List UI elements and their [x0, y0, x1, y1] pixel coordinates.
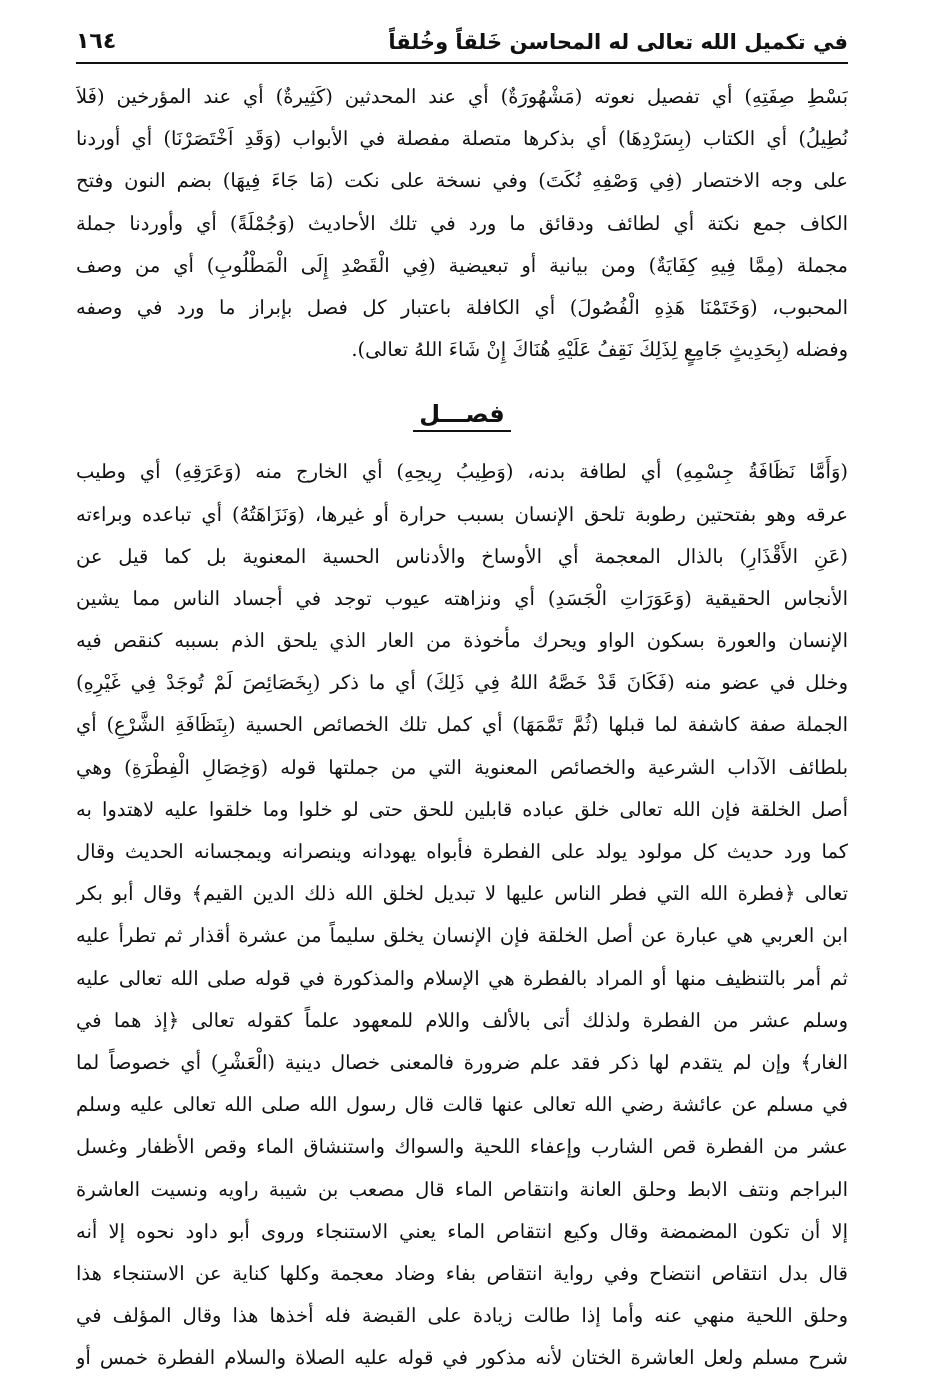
- text-line: مجملة (مِمَّا فِيهِ كِفَايَةٌ) ومن بيانية أو تبعيضية (فِي الْقَصْدِ إِلَى الْمَطْلُوبِ) أي من وصف: [76, 253, 848, 277]
- text-line: (عَنِ الأَقْذَارِ) بالذال المعجمة أي الأوساخ والأدناس الحسية المعنوية بل كما قيل عن: [76, 544, 848, 568]
- paragraph-one: [76, 76, 848, 371]
- text-line: شرح مسلم ولعل العاشرة الختان لأنه مذكور في قوله عليه الصلاة والسلام الفطرة خمس أو: [76, 1346, 848, 1370]
- text-line: كما ورد حديث كل مولود يولد على الفطرة فأبواه يهودانه وينصرانه ويمجسانه الحديث وقال: [76, 840, 848, 863]
- text-line: المحبوب، (وَخَتَمْنَا هَذِهِ الْفُصُولَ) أي الكافلة باعتبار كل فصل بإبراز ما ورد في وصفه: [76, 295, 848, 319]
- page-header: [76, 22, 848, 64]
- section-heading: [76, 381, 848, 451]
- text-line: وسلم عشر من الفطرة ولذلك أتى بالألف واللام للمعهود علماً كقوله تعالى ﴿إذ هما في: [76, 1008, 848, 1032]
- text-line: الأنجاس الحقيقية (وَعَوَرَاتِ الْجَسَدِ) أي ونزاهته عيوب توجد في أجساد الناس مما يشين: [76, 586, 848, 610]
- text-line: (وَأَمَّا نَظَافَةُ جِسْمِهِ) أي لطافة بدنه، (وَطِيبُ رِيحِهِ) أي الخارج منه (وَعَرَقِهِ) أي وطيب: [76, 460, 848, 484]
- paragraph-two: [76, 451, 848, 1379]
- text-line: بَسْطِ صِفَتِهِ) أي تفصيل نعوته (مَشْهُورَةٌ) أي عند المحدثين (كَثِيرةٌ) أي عند المؤرخين (فَلاَ: [76, 85, 848, 108]
- text-line: عرقه وهو بفتحتين رطوبة تلحق الإنسان بسبب حرارة أو غيرها، (وَنَزَاهَتُهُ) أي تباعده وبراءته: [76, 502, 848, 526]
- text-line: وحلق اللحية منهي عنه وأما إذا طالت زيادة على القبضة فله أخذها هذا وقال المؤلف في: [76, 1304, 848, 1328]
- text-line: بلطائف الآداب الشرعية والخصائص المعنوية التي من جملتها قوله (وَخِصَالِ الْفِطْرَةِ) وهي: [76, 755, 848, 779]
- text-line: وفضله (بِحَدِيثٍ جَامِعٍ لِذَلِكَ نَقِفُ عَلَيْهِ هُنَاكَ إِنْ شَاءَ اللهُ تعالى).: [351, 338, 848, 362]
- text-line: وخلل في عضو منه (فَكَانَ قَدْ خَصَّهُ اللهُ فِي ذَلِكَ) أي ما ذكر (بِخَصَائِصَ لَمْ تُوجَدْ فِي غَيْرِهِ): [76, 671, 848, 695]
- text-line: على وجه الاختصار (فِي وَصْفِهِ نُكَتَ) وفي نسخة على نكت (مَا جَاءَ فِيهَا) بضم النون وفتح: [76, 169, 848, 193]
- text-line: الجملة صفة كاشفة لما قبلها (ثُمَّ تَمَّمَهَا) أي كمل تلك الخصائص الحسية (بِنَظَافَةِ الشَّرْعِ) أي: [76, 713, 848, 737]
- text-line: ابن العربي هي عبارة عن أصل الخلقة فإن الإنسان يخلق سليماً من عشرة أقذار ثم تطرأ عليه: [76, 924, 848, 948]
- page-number: ١٦٤: [76, 29, 117, 54]
- running-title: في تكميل الله تعالى له المحاسن خَلقاً وخُلقاً: [388, 30, 848, 54]
- text-line: تعالى ﴿فطرة الله التي فطر الناس عليها لا تبديل لخلق الله ذلك الدين القيم﴾ وقال أبو بكر: [76, 882, 848, 906]
- text-line: إلا أن تكون المضمضة وقال وكيع انتقاص الماء يعني الاستنجاء وروى أبو داود نحوه إلا أنه: [76, 1219, 848, 1243]
- text-line: قال بدل انتقاص انتضاح وفي رواية انتقاص بفاء وضاد معجمة وكلها كناية عن الاستنجاء هذا: [76, 1261, 848, 1285]
- text-line: ثم أمر بالتنظيف منها أو المراد بالفطرة هي الإسلام والمذكورة في قوله صلى الله تعالى عليه: [76, 966, 848, 990]
- text-line: الكاف جمع نكتة أي لطائف ودقائق ما ورد في تلك الأحاديث (وَجُمْلَةً) أي وأوردنا جملة: [76, 211, 848, 235]
- section-heading-label: فصـــل: [413, 400, 510, 432]
- text-line: عشر من الفطرة قص الشارب وإعفاء اللحية والسواك واستنشاق الماء وقص الأظفار وغسل: [76, 1135, 848, 1159]
- text-line: أصل الخلقة فإن الله تعالى خلق عباده قابلين للحق حتى لو خلوا وما خلقوا عليه لاهتدوا به: [76, 797, 848, 821]
- text-line: نُطِيلُ) أي الكتاب (بِسَرْدِهَا) أي بذكرها متصلة مفصلة في الأبواب (وَقَدِ اَخْتَصَرْنَا) أي أوردنا: [76, 127, 848, 151]
- text-line: في مسلم عن عائشة رضي الله تعالى عنها قالت قال رسول الله صلى الله تعالى عليه وسلم: [76, 1093, 848, 1117]
- text-line: البراجم ونتف الابط وحلق العانة وانتقاص الماء قال مصعب بن شيبة راويه ونسيت العاشرة: [76, 1177, 848, 1201]
- text-line: الغار﴾ وإن لم يتقدم لها ذكر فقد علم ضرورة فالمعنى خصال دينية (الْعَشْرِ) أي خصوصاً لما: [76, 1050, 848, 1074]
- text-line: الإنسان والعورة بسكون الواو ويحرك مأخوذة من العار الذي يلحق الذم بسببه كنقص فيه: [76, 629, 848, 653]
